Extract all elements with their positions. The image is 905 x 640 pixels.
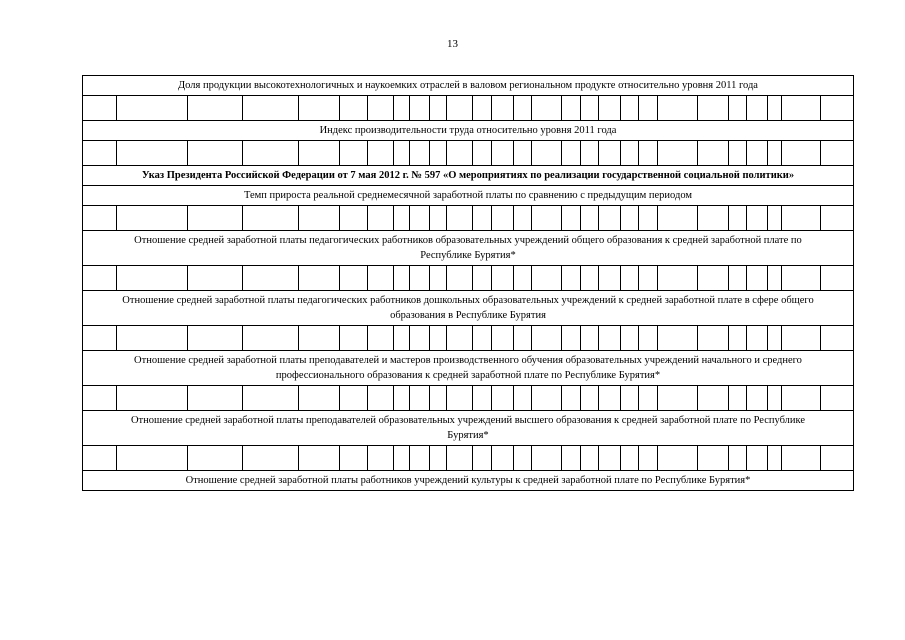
value-cell bbox=[429, 96, 446, 121]
value-cell bbox=[532, 141, 562, 166]
value-cell bbox=[117, 446, 187, 471]
value-cell bbox=[429, 206, 446, 231]
empty-value-row bbox=[83, 141, 854, 166]
value-cell bbox=[473, 266, 492, 291]
value-cell bbox=[117, 96, 187, 121]
value-cell bbox=[598, 96, 620, 121]
value-cell bbox=[298, 206, 339, 231]
value-cell bbox=[187, 266, 243, 291]
value-cell bbox=[367, 266, 394, 291]
value-cell bbox=[657, 386, 697, 411]
value-cell bbox=[728, 326, 746, 351]
value-cell bbox=[767, 326, 781, 351]
value-cell bbox=[767, 96, 781, 121]
value-cell bbox=[492, 96, 514, 121]
value-cell bbox=[782, 266, 821, 291]
indicator-title: Отношение средней заработной платы преподавателей образовательных учреждений высшего образования к средней заработной плате по Республике Бурятия* bbox=[83, 411, 854, 446]
value-cell bbox=[657, 446, 697, 471]
indicator-title: Доля продукции высокотехнологичных и наукоемких отраслей в валовом региональном продукте относительно уровня 2011 года bbox=[83, 76, 854, 96]
empty-value-row bbox=[83, 96, 854, 121]
indicator-title: Отношение средней заработной платы преподавателей и мастеров производственного обучения образовательных учреждений начального и среднего профессионального образования к средней заработной плате по Республике Бурятия* bbox=[83, 351, 854, 386]
value-cell bbox=[446, 326, 473, 351]
value-cell bbox=[562, 446, 581, 471]
value-cell bbox=[782, 96, 821, 121]
value-cell bbox=[767, 266, 781, 291]
value-cell bbox=[409, 386, 429, 411]
value-cell bbox=[728, 96, 746, 121]
value-cell bbox=[821, 266, 854, 291]
value-cell bbox=[581, 446, 599, 471]
value-cell bbox=[243, 326, 299, 351]
value-cell bbox=[697, 206, 728, 231]
empty-value-row bbox=[83, 206, 854, 231]
value-cell bbox=[187, 96, 243, 121]
value-cell bbox=[638, 96, 657, 121]
value-cell bbox=[409, 96, 429, 121]
indicator-title: Темп прироста реальной среднемесячной заработной платы по сравнению с предыдущим периодом bbox=[83, 186, 854, 206]
value-cell bbox=[339, 326, 367, 351]
value-cell bbox=[621, 141, 639, 166]
indicator-title-row bbox=[83, 231, 854, 266]
value-cell bbox=[562, 266, 581, 291]
value-cell bbox=[298, 386, 339, 411]
value-cell bbox=[638, 446, 657, 471]
value-cell bbox=[117, 206, 187, 231]
value-cell bbox=[621, 386, 639, 411]
value-cell bbox=[821, 446, 854, 471]
value-cell bbox=[746, 266, 767, 291]
value-cell bbox=[746, 386, 767, 411]
value-cell bbox=[746, 206, 767, 231]
value-cell bbox=[746, 446, 767, 471]
value-cell bbox=[657, 96, 697, 121]
value-cell bbox=[429, 386, 446, 411]
value-cell bbox=[697, 96, 728, 121]
value-cell bbox=[409, 206, 429, 231]
value-cell bbox=[117, 266, 187, 291]
indicator-title: Индекс производительности труда относительно уровня 2011 года bbox=[83, 121, 854, 141]
value-cell bbox=[514, 446, 532, 471]
value-cell bbox=[821, 326, 854, 351]
indicator-title-row bbox=[83, 121, 854, 141]
value-cell bbox=[243, 141, 299, 166]
value-cell bbox=[621, 96, 639, 121]
empty-value-row bbox=[83, 326, 854, 351]
value-cell bbox=[697, 141, 728, 166]
indicator-title-row bbox=[83, 291, 854, 326]
value-cell bbox=[394, 326, 410, 351]
value-cell bbox=[638, 141, 657, 166]
value-cell bbox=[473, 141, 492, 166]
value-cell bbox=[83, 206, 117, 231]
value-cell bbox=[657, 326, 697, 351]
value-cell bbox=[598, 326, 620, 351]
value-cell bbox=[243, 386, 299, 411]
value-cell bbox=[446, 266, 473, 291]
value-cell bbox=[821, 206, 854, 231]
value-cell bbox=[782, 446, 821, 471]
value-cell bbox=[117, 141, 187, 166]
value-cell bbox=[657, 141, 697, 166]
value-cell bbox=[394, 206, 410, 231]
value-cell bbox=[446, 206, 473, 231]
value-cell bbox=[657, 206, 697, 231]
value-cell bbox=[83, 266, 117, 291]
value-cell bbox=[429, 266, 446, 291]
value-cell bbox=[446, 446, 473, 471]
value-cell bbox=[581, 266, 599, 291]
value-cell bbox=[598, 446, 620, 471]
value-cell bbox=[821, 386, 854, 411]
value-cell bbox=[821, 141, 854, 166]
value-cell bbox=[638, 386, 657, 411]
value-cell bbox=[782, 141, 821, 166]
value-cell bbox=[367, 446, 394, 471]
value-cell bbox=[697, 446, 728, 471]
value-cell bbox=[339, 141, 367, 166]
value-cell bbox=[514, 206, 532, 231]
value-cell bbox=[83, 141, 117, 166]
value-cell bbox=[746, 326, 767, 351]
value-cell bbox=[767, 446, 781, 471]
value-cell bbox=[782, 326, 821, 351]
value-cell bbox=[562, 386, 581, 411]
value-cell bbox=[581, 96, 599, 121]
value-cell bbox=[409, 326, 429, 351]
value-cell bbox=[429, 326, 446, 351]
value-cell bbox=[367, 386, 394, 411]
value-cell bbox=[767, 386, 781, 411]
value-cell bbox=[298, 96, 339, 121]
value-cell bbox=[298, 266, 339, 291]
value-cell bbox=[598, 386, 620, 411]
value-cell bbox=[581, 206, 599, 231]
value-cell bbox=[492, 141, 514, 166]
indicator-title-row bbox=[83, 411, 854, 446]
value-cell bbox=[339, 206, 367, 231]
value-cell bbox=[83, 96, 117, 121]
value-cell bbox=[339, 446, 367, 471]
value-cell bbox=[562, 206, 581, 231]
value-cell bbox=[782, 206, 821, 231]
value-cell bbox=[394, 386, 410, 411]
value-cell bbox=[492, 266, 514, 291]
value-cell bbox=[728, 141, 746, 166]
value-cell bbox=[187, 326, 243, 351]
value-cell bbox=[562, 326, 581, 351]
value-cell bbox=[638, 266, 657, 291]
value-cell bbox=[514, 141, 532, 166]
value-cell bbox=[473, 386, 492, 411]
indicator-title: Отношение средней заработной платы педагогических работников образовательных учреждений общего образования к средней заработной плате по Республике Бурятия* bbox=[83, 231, 854, 266]
value-cell bbox=[562, 96, 581, 121]
value-cell bbox=[394, 96, 410, 121]
indicators-table bbox=[82, 75, 854, 491]
value-cell bbox=[367, 141, 394, 166]
value-cell bbox=[621, 206, 639, 231]
value-cell bbox=[409, 141, 429, 166]
value-cell bbox=[562, 141, 581, 166]
value-cell bbox=[728, 266, 746, 291]
indicator-title-row bbox=[83, 186, 854, 206]
value-cell bbox=[492, 446, 514, 471]
value-cell bbox=[532, 206, 562, 231]
value-cell bbox=[394, 266, 410, 291]
value-cell bbox=[581, 386, 599, 411]
value-cell bbox=[446, 96, 473, 121]
value-cell bbox=[767, 206, 781, 231]
empty-value-row bbox=[83, 266, 854, 291]
value-cell bbox=[532, 266, 562, 291]
value-cell bbox=[473, 326, 492, 351]
value-cell bbox=[598, 266, 620, 291]
value-cell bbox=[367, 326, 394, 351]
empty-value-row bbox=[83, 446, 854, 471]
value-cell bbox=[532, 96, 562, 121]
value-cell bbox=[339, 386, 367, 411]
value-cell bbox=[514, 326, 532, 351]
value-cell bbox=[83, 386, 117, 411]
page-number: 13 bbox=[447, 38, 458, 50]
value-cell bbox=[532, 326, 562, 351]
value-cell bbox=[117, 386, 187, 411]
value-cell bbox=[598, 206, 620, 231]
value-cell bbox=[598, 141, 620, 166]
value-cell bbox=[243, 266, 299, 291]
value-cell bbox=[621, 446, 639, 471]
value-cell bbox=[367, 96, 394, 121]
indicator-title-row bbox=[83, 351, 854, 386]
value-cell bbox=[821, 96, 854, 121]
value-cell bbox=[514, 386, 532, 411]
value-cell bbox=[446, 141, 473, 166]
indicator-title-row bbox=[83, 471, 854, 491]
value-cell bbox=[298, 446, 339, 471]
value-cell bbox=[394, 446, 410, 471]
section-heading: Указ Президента Российской Федерации от 7 мая 2012 г. № 597 «О мероприятиях по реализации государственной социальной политики» bbox=[83, 166, 854, 186]
value-cell bbox=[532, 446, 562, 471]
indicator-title: Отношение средней заработной платы педагогических работников дошкольных образовательных учреждений к средней заработной плате в сфере общего образования в Республике Бурятия bbox=[83, 291, 854, 326]
value-cell bbox=[638, 206, 657, 231]
value-cell bbox=[697, 266, 728, 291]
value-cell bbox=[492, 326, 514, 351]
value-cell bbox=[581, 326, 599, 351]
value-cell bbox=[243, 96, 299, 121]
value-cell bbox=[746, 96, 767, 121]
value-cell bbox=[492, 206, 514, 231]
value-cell bbox=[728, 206, 746, 231]
empty-value-row bbox=[83, 386, 854, 411]
value-cell bbox=[243, 446, 299, 471]
value-cell bbox=[298, 141, 339, 166]
value-cell bbox=[429, 446, 446, 471]
value-cell bbox=[697, 386, 728, 411]
value-cell bbox=[187, 141, 243, 166]
value-cell bbox=[746, 141, 767, 166]
value-cell bbox=[409, 266, 429, 291]
value-cell bbox=[728, 446, 746, 471]
value-cell bbox=[117, 326, 187, 351]
value-cell bbox=[767, 141, 781, 166]
value-cell bbox=[473, 446, 492, 471]
value-cell bbox=[492, 386, 514, 411]
value-cell bbox=[514, 96, 532, 121]
value-cell bbox=[514, 266, 532, 291]
value-cell bbox=[394, 141, 410, 166]
value-cell bbox=[581, 141, 599, 166]
value-cell bbox=[446, 386, 473, 411]
value-cell bbox=[532, 386, 562, 411]
value-cell bbox=[339, 96, 367, 121]
value-cell bbox=[621, 266, 639, 291]
value-cell bbox=[657, 266, 697, 291]
value-cell bbox=[187, 446, 243, 471]
value-cell bbox=[638, 326, 657, 351]
indicator-title-row bbox=[83, 166, 854, 186]
value-cell bbox=[728, 386, 746, 411]
value-cell bbox=[83, 326, 117, 351]
value-cell bbox=[621, 326, 639, 351]
value-cell bbox=[243, 206, 299, 231]
value-cell bbox=[429, 141, 446, 166]
value-cell bbox=[367, 206, 394, 231]
value-cell bbox=[409, 446, 429, 471]
value-cell bbox=[298, 326, 339, 351]
value-cell bbox=[187, 386, 243, 411]
value-cell bbox=[473, 206, 492, 231]
value-cell bbox=[83, 446, 117, 471]
value-cell bbox=[697, 326, 728, 351]
value-cell bbox=[473, 96, 492, 121]
indicator-title-row bbox=[83, 76, 854, 96]
value-cell bbox=[339, 266, 367, 291]
indicator-title: Отношение средней заработной платы работников учреждений культуры к средней заработной плате по Республике Бурятия* bbox=[83, 471, 854, 491]
value-cell bbox=[187, 206, 243, 231]
value-cell bbox=[782, 386, 821, 411]
